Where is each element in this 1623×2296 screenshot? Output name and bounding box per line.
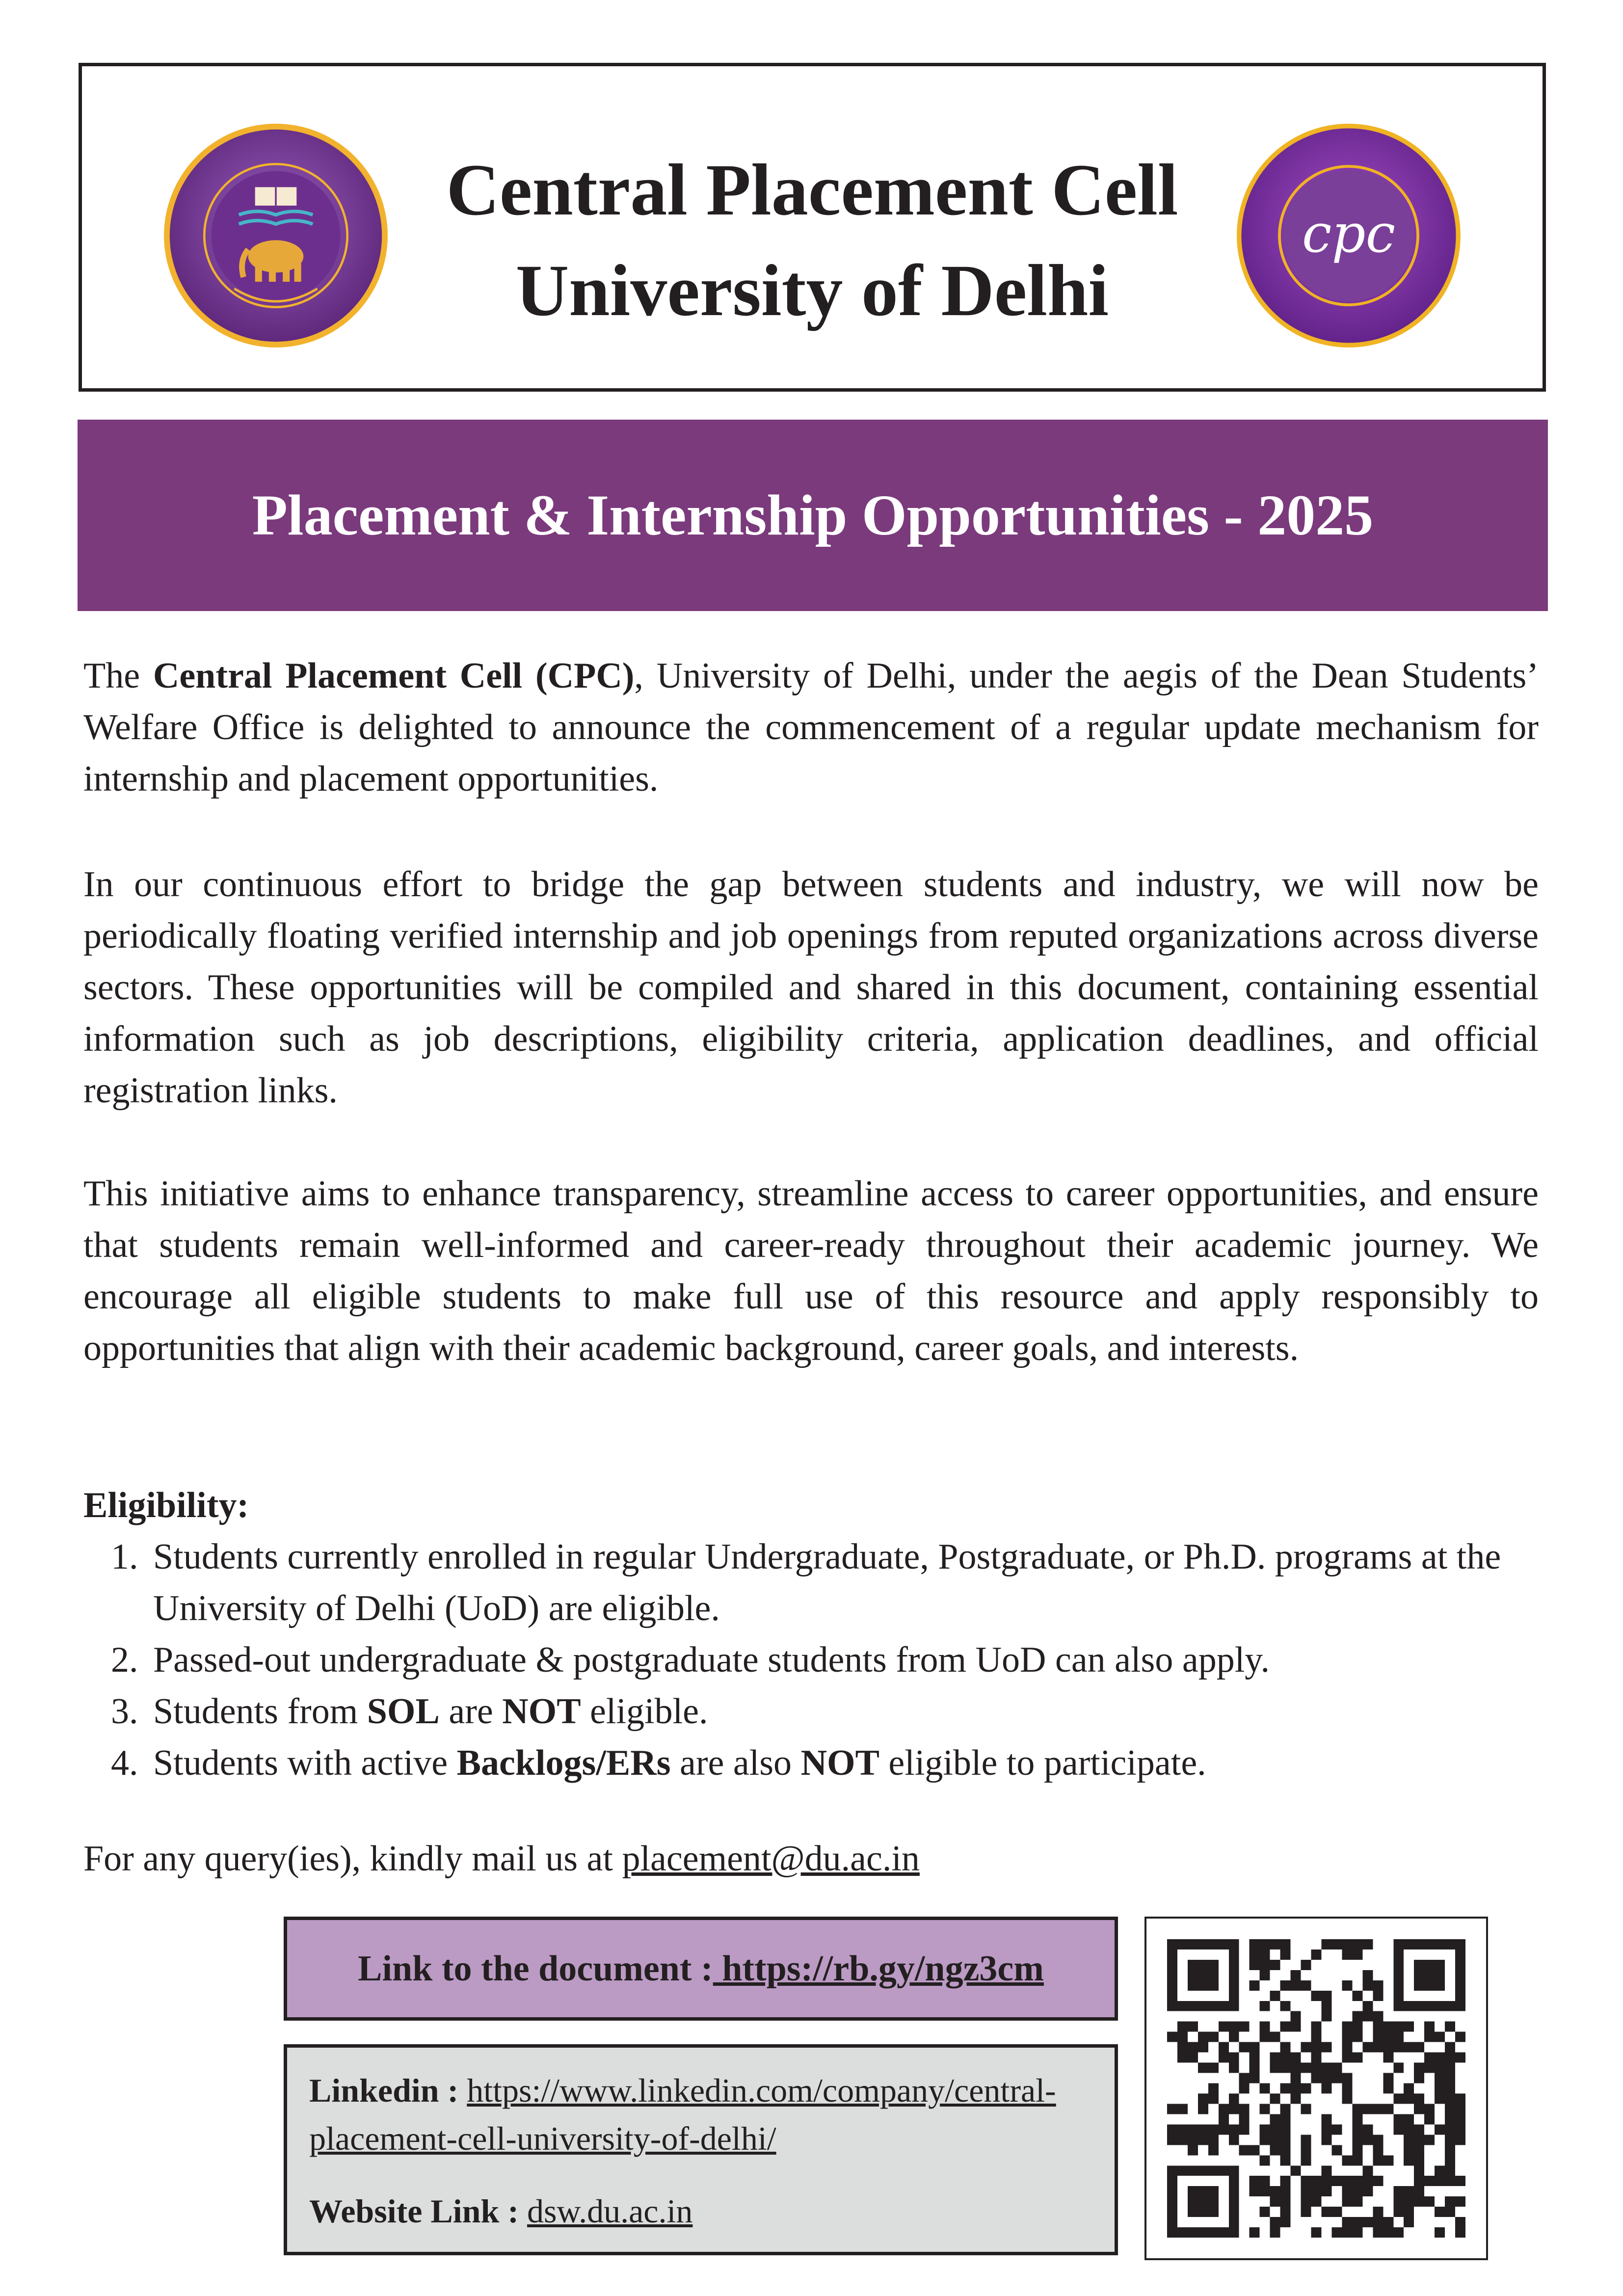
text-run: are also: [670, 1743, 801, 1783]
query-line: [83, 1833, 1539, 1885]
qr-code-icon: [1144, 1917, 1488, 2260]
qr-code-graphic: [1146, 1919, 1486, 2258]
query-text: For any query(ies), kindly mail us at: [83, 1839, 622, 1879]
text-run: Students with active: [153, 1743, 457, 1783]
social-links-box: [284, 2044, 1118, 2255]
eligibility-item: 1. Students currently enrolled in regular Undergraduate, Postgraduate, or Ph.D. programs at the University of Delhi (UoD) are eligible.: [147, 1531, 1539, 1634]
text-run: eligible.: [581, 1691, 708, 1732]
website-link[interactable]: dsw.du.ac.in: [527, 2192, 693, 2230]
eligibility-heading: Eligibility:: [83, 1485, 249, 1525]
intro-paragraph-3: This initiative aims to enhance transparency, streamline access to career opportunities, and ensure that students remain well-informed and career-ready throughout their academic journey. We encourage all eligible students to make full use of this resource and apply responsibly to opportunities that align with their academic background, career goals, and interests.: [83, 1174, 1539, 1368]
university-of-delhi-seal-icon: [160, 120, 391, 351]
text-run: Backlogs/ERs: [456, 1743, 671, 1783]
eligibility-item: 2. Passed-out undergraduate & postgraduate students from UoD can also apply.: [147, 1634, 1539, 1686]
text-run: NOT: [502, 1691, 581, 1732]
website-label: Website Link :: [309, 2192, 527, 2230]
intro-paragraph-2: In our continuous effort to bridge the gap between students and industry, we will now be periodically floating verified internship and job openings from reputed organizations across diverse sectors. These opportunities will be compiled and shared in this document, containing essential information such as job descriptions, eligibility criteria, application deadlines, and official registration links.: [83, 864, 1539, 1111]
header-title: [376, 140, 1248, 341]
cpc-name: Central Placement Cell (CPC): [153, 656, 635, 696]
cpc-logo-icon: [1233, 120, 1464, 351]
header-title-line-1: Central Placement Cell: [446, 149, 1178, 231]
eligibility-section: [83, 1480, 1539, 1789]
eligibility-item: [147, 1737, 1539, 1789]
text-run: The: [83, 656, 153, 696]
email-link[interactable]: placement@du.ac.in: [622, 1839, 920, 1879]
intro-paragraph-1: [83, 650, 1539, 805]
header-title-line-2: University of Delhi: [515, 250, 1109, 331]
eligibility-list: [83, 1531, 1539, 1789]
text-run: , University of Delhi, under the aegis of the Dean Students’ Welfare Office is delighted to announce the commencement of a regular update mechanism for internship and placement opportunities.: [83, 656, 1539, 799]
eligibility-item: [147, 1686, 1539, 1737]
document-link-label: Link to the document :: [358, 1949, 713, 1989]
text-run: Students from: [153, 1691, 367, 1732]
linkedin-row: [309, 2066, 1095, 2163]
document-link-box: [284, 1917, 1118, 2021]
text-run: are: [439, 1691, 503, 1732]
cpc-monogram: cpc: [1302, 203, 1396, 265]
text-run: NOT: [800, 1743, 879, 1783]
linkedin-label: Linkedin :: [309, 2072, 467, 2109]
website-row: [309, 2187, 1095, 2235]
title-banner: Placement & Internship Opportunities - 2025: [78, 420, 1548, 611]
linkedin-link[interactable]: https://www.linkedin.com/company/central-placement-cell-university-of-delhi/: [309, 2072, 1056, 2157]
document-link[interactable]: https://rb.gy/ngz3cm: [713, 1949, 1044, 1989]
text-run: eligible to participate.: [879, 1743, 1206, 1783]
header-box: [79, 63, 1546, 392]
text-run: SOL: [367, 1691, 440, 1732]
